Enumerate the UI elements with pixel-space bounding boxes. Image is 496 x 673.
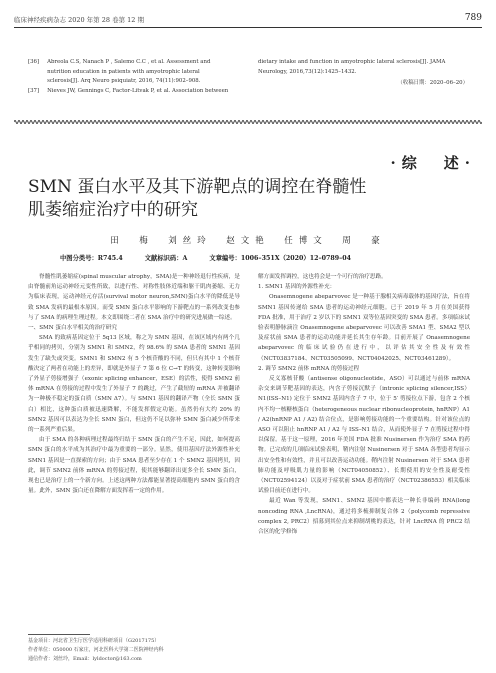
- body-paragraph: 解方面发挥调控，这也将会是一个可行的治疗思路。: [258, 274, 387, 280]
- reference-number: [36]: [28, 59, 40, 65]
- journal-header: 临床神经疾病杂志 2020 年第 28 卷第 12 期: [14, 16, 144, 24]
- section-tag: ·综 述·: [390, 154, 476, 172]
- body-column-left: [28, 272, 240, 496]
- title-line: 肌萎缩症治疗中的研究: [28, 200, 198, 220]
- wavy-separator: [14, 118, 482, 126]
- body-paragraph: 脊髓性肌萎缩症(spinal muscular atrophy，SMA)是一种神经退行性疾病，是由脊髓前角运动神经元变性所致，以进行性、对称性肢体近端和躯干肌肉萎缩、无力为临床表现，运动神经元存活(survival motor neuron,SMN)蛋白水平的降低是导致 SMA 发病的最根本原因。而受 SMN 蛋白水平影响的下游靶点的一系列改变也参与了 SMA 的病理生理过程。本文即围绕二者在 SMA 治疗中的研究进展做一综述。: [28, 274, 240, 321]
- title-line: SMN 蛋白水平及其下游靶点的调控在脊髓性: [28, 177, 367, 197]
- references-right: [258, 58, 468, 89]
- clc-number: 中图分类号：R745.4: [60, 255, 123, 262]
- article-number: 文章编号：1006–351X（2020）12–0789–04: [209, 255, 352, 262]
- footnote: [28, 637, 240, 664]
- document-code: 文献标识码：A: [144, 255, 188, 262]
- body-paragraph: SMA 的致病基因定位于 5q13 区域，称之为 SMN 基因，在该区域内有两个几乎相同的拷贝，分别为 SMN1 和 SMN2，约 98.6% 的 SMA 患者的 SMN1 基因发生了缺失或突变。SMN1 和 SMN2 有 5 个核苷酸的不同，但只有其中 1 个核苷酸决定了两者在功能上的差异，即就是外显子 7 第 6 位 C→T 的转变，这种转变影响了外显子剪接增强子（exonic splicing enhancer，ESE）的活性，使得 SMN2 前体 mRNA 在剪接的过程中发生了外显子 7 的跳过，产生了截短的 mRNA 并被翻译为一种极不稳定的蛋白质（SMN Δ7）。与 SMN1 基因的翻译产物（全长 SMN 蛋白）相比，这种蛋白质被迅速降解，不能发挥假定功能。虽然仍有大约 20% 的 SMN2 基因可以表达为全长 SMN 蛋白，但这仍不足以弥补 SMN 蛋白减少所带来的一系列严重后果。: [28, 335, 240, 434]
- article-meta: [60, 253, 351, 262]
- footnote-rule: [28, 634, 90, 635]
- reference-item: [28, 58, 233, 87]
- section-heading: 1. SMN1 基因的外源性补充：: [258, 284, 336, 291]
- authors: 田 梅 刘丝玲 赵文艳 任博文 周 豪: [110, 236, 386, 246]
- reference-item: [28, 87, 233, 97]
- body-paragraph: 反义寡核苷酸（antisense oligonucleotide，ASO）可以通过与前体 mRNA 杂交来调节靶基因的表达，内含子剪接沉默子（intronic splicing silencer,ISS）N1(ISS–N1) 定位于 SMN2 基因内含子 7 中，位于 5′ 剪接位点下游，包含 2 个核内不均一核糖核蛋白（heterogeneous nuclear ribonucleoprotein, hnRNP）A1 / A2(hnRNP A1 / A2) 结合位点，是影响剪接功能的一个重要结构。针对该位点的 ASO 可以阻止 hnRNP A1 / A2 与 ISS–N1 结合，从而使外显子 7 在剪接过程中得以保留。基于这一原理，2016 年美国 FDA 批准 Nusinersen 作为治疗 SMA 的药物。已完成的几项临床试验表明，鞘内注射 Nusinersen 对于 SMA 各型患者均显示出安全性和有效性，并且可以改善运动功能。鞘内注射 Nusinersen 对于 SMA 患者肺功能及呼吸肌力量的影响（NCT04050852）、长期使用的安全性及耐受性（NCT02594124）以及对于症状前 SMA 患者的治疗（NCT02386553）相关临床试验目前还在进行中。: [258, 376, 470, 495]
- section-heading: 2. 调节 SMN2 前体 mRNA 的剪接过程: [258, 365, 360, 372]
- body-paragraph: Onasemnogene abeparvovec 是一种基于腺相关病毒载体的基因疗法，旨在将 SMN1 基因传递给 SMA 患者的运动神经元细胞。已于 2019 年 5 月在美国获得 FDA 批准，用于治疗 2 岁以下的 SMN1 双等位基因突变的 SMA 患者。多项临床试验表明静脉滴注 Onasemnogene abeparvovec 可以改善 SMA1 型、SMA2 型以及症状前 SMA 患者的运动功能并延长其生存年龄。目前开展了 Onasemnogene abeparvovec 的临床试验仍在进行中，以评估其安全性及有效性（NCT03837184、NCT03505099、NCT04042025、NCT03461289）。: [258, 294, 470, 362]
- funding-note: 基金项目：河北省卫生厅医学适用科研项目（G2017175）: [28, 638, 160, 644]
- references-left: [28, 58, 233, 96]
- wavy-line-graphic: [14, 118, 482, 126]
- page-number: 789: [464, 13, 482, 23]
- body-paragraph: 最近 Wan 等发现，SMN1、SMN2 基因中都表达一种长非编码 RNA(long noncoding RNA ,LncRNA)，通过将多梳抑制复合体 2（polycomb repressive complex 2, PRC2）招募到其位点来抑制胡桃的表达，针对 LncRNA 的 PRC2 结合区的化学修饰: [258, 498, 470, 536]
- received-date: （收稿日期：2020–06–20）: [397, 80, 468, 86]
- affiliation-note: 作者单位：050000 石家庄，河北医科大学第二医院神经内科: [28, 647, 164, 653]
- correspondence-note: 通信作者：刘丝玲，Email：lyldoctor@163.com: [28, 656, 142, 662]
- reference-continuation: dietary intake and function in amyotrophic lateral sclerosis[J]. JAMA Neurology, 2016,73(12):1425–1432.: [258, 59, 446, 75]
- reference-number: [37]: [28, 87, 40, 94]
- body-paragraph: 由于 SMA 的各种病理过程最终归结于 SMN 蛋白的产生不足，因此，如何提高 SMN 蛋白的水平成为其治疗中最为重要的一部分。显然，使用基因疗法外源性补充 SMN1 基因是一直探索的方向；由于 SMA 患者至少存在 1 个 SMN2 基因拷贝，因此，调节 SMN2 前体 mRNA 的剪接过程，使其能够翻译出更多全长 SMN 蛋白，现也已是治疗上的一个新方向。上述这两种方法都能显著提高细胞内 SMN 蛋白的含量。此外，SMN 蛋白还在降解方面发挥着一定的作用。: [28, 437, 240, 495]
- reference-text: Nieves JW, Gennings C, Factor-Litvak P, et al. Association between: [47, 87, 229, 94]
- body-column-right: [258, 272, 470, 537]
- header-rule: [14, 27, 482, 28]
- reference-text: Abreola C.S, Nanach P , Salemo C.C , et al. Assessment and nutrition education in patients with amyotrophic lateral sclerosis[J]. Arq Neuro psiquiatr, 2016, 74(11):902–908.: [47, 59, 211, 84]
- article-title: [28, 176, 468, 222]
- section-heading: 一、SMN 蛋白水平相关的治疗研究: [28, 325, 117, 332]
